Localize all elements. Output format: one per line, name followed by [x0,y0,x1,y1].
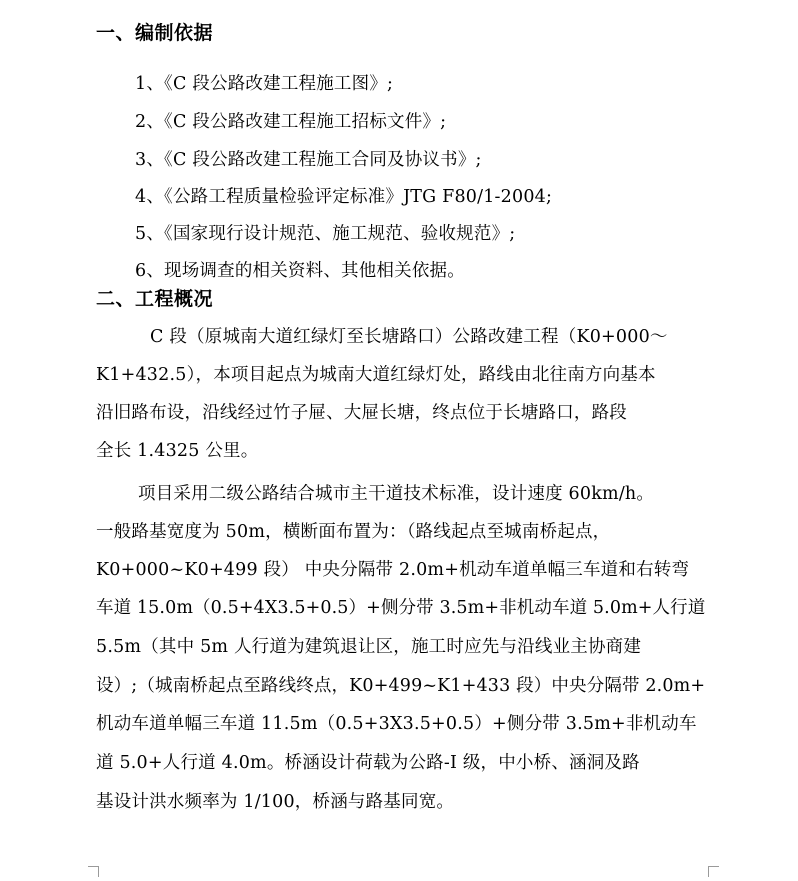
basis-item-6: 6、现场调查的相关资料、其他相关依据。 [135,261,465,281]
basis-item-4: 4、《公路工程质量检验评定标准》JTG F80/1-2004; [135,187,553,207]
basis-item-3: 3、《C 段公路改建工程施工合同及协议书》; [135,150,482,170]
overview-p2-line-2: 一般路基宽度为 50m，横断面布置为：（路线起点至城南桥起点， [96,522,611,542]
overview-p2-line-1: 项目采用二级公路结合城市主干道技术标准，设计速度 60km/h。 [138,484,655,504]
overview-p1-line-1: C 段（原城南大道红绿灯至长塘路口）公路改建工程（K0+000～ [150,327,668,347]
overview-p1-line-3: 沿旧路布设，沿线经过竹子屉、大屉长塘，终点位于长塘路口，路段 [96,403,627,423]
section-heading-basis: 一、编制依据 [96,22,214,44]
section-heading-overview: 二、工程概况 [96,288,214,310]
overview-p2-line-4: 车道 15.0m（0.5+4X3.5+0.5）+侧分带 3.5m+非机动车道 5.0m+人行道 [96,598,706,618]
overview-p2-line-8: 道 5.0+人行道 4.0m。桥涵设计荷载为公路-I 级，中小桥、涵洞及路 [96,753,640,773]
overview-p2-line-7: 机动车道单幅三车道 11.5m（0.5+3X3.5+0.5）+侧分带 3.5m+非机动车 [96,714,697,734]
overview-p2-line-9: 基设计洪水频率为 1/100，桥涵与路基同宽。 [96,792,455,812]
overview-p1-line-2: K1+432.5），本项目起点为城南大道红绿灯处，路线由北往南方向基本 [96,365,656,385]
margin-corner-mark-right [708,866,719,877]
basis-item-5: 5、《国家现行设计规范、施工规范、验收规范》; [135,224,516,244]
overview-p2-line-3: K0+000~K0+499 段） 中央分隔带 2.0m+机动车道单幅三车道和右转弯 [96,560,690,580]
overview-p2-line-5: 5.5m（其中 5m 人行道为建筑退让区，施工时应先与沿线业主协商建 [96,637,642,657]
basis-item-1: 1、《C 段公路改建工程施工图》; [135,74,394,94]
overview-p2-line-6: 设）;（城南桥起点至路线终点，K0+499~K1+433 段）中央分隔带 2.0m+ [96,676,706,696]
overview-p1-line-4: 全长 1.4325 公里。 [96,441,259,461]
basis-item-2: 2、《C 段公路改建工程施工招标文件》; [135,112,447,132]
margin-corner-mark-left [88,866,99,877]
